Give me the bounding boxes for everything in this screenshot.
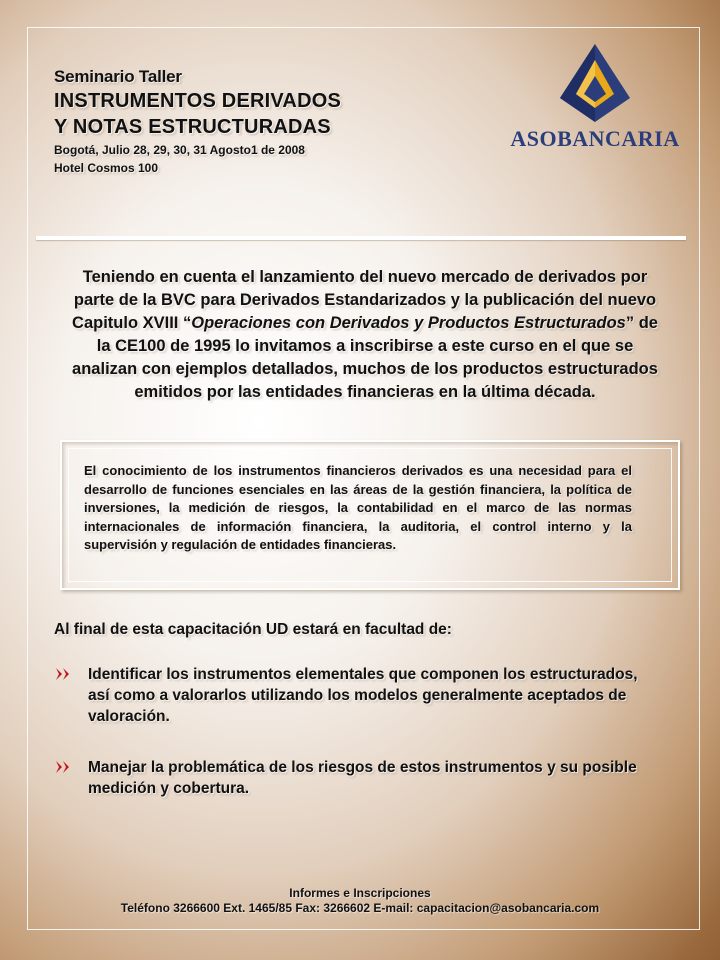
asobancaria-diamond-logo-icon [510,42,680,126]
objective-text: Identificar los instrumentos elementales que componen los estructurados, así como a valorarlos utilizando los modelos generalmente aceptados de valoración. [88,666,638,725]
header-divider [36,236,686,240]
intro-text-part2: ” de la CE100 de 1995 lo invitamos a inscribirse a este curso en el que se analizan con ejemplos detallados, muchos de los productos estructurados emitidos por las entidades financieras en la última década. [72,314,658,401]
seminar-dates: Bogotá, Julio 28, 29, 30, 31 Agosto1 de 2008 [54,143,305,157]
objectives-title: Al final de esta capacitación UD estará en facultad de: [54,621,452,638]
footer-contact [60,886,660,916]
asobancaria-logo [510,42,680,154]
objective-item [54,757,654,807]
description-box [60,440,680,590]
intro-paragraph [70,266,660,404]
header [54,66,454,176]
seminar-subtitle: Seminario Taller [54,67,182,86]
intro-text-italic: Operaciones con Derivados y Productos Estructurados [191,314,626,332]
footer-contact-details: Teléfono 3266600 Ext. 1465/85 Fax: 3266602 E-mail: capacitacion@asobancaria.com [120,901,600,915]
objective-text: Manejar la problemática de los riesgos de estos instrumentos y su posible medición y cobertura. [88,759,637,797]
description-text: El conocimiento de los instrumentos financieros derivados es una necesidad para el desarrollo de funciones esenciales en las áreas de la gestión financiera, la política de inversiones, la medición de riesgos, la contabilidad en el marco de las normas internacionales de información financiera, la auditoria, el control interno y la supervisión y regulación de entidades financieras. [84,463,632,553]
objective-item [54,664,654,734]
footer-heading: Informes e Inscripciones [289,886,431,900]
logo-wordmark: ASOBANCARIA [510,126,680,151]
seminar-title-line2: Y NOTAS ESTRUCTURADAS [54,116,331,138]
intro-text-part1: Teniendo en cuenta el lanzamiento del nuevo mercado de derivados por parte de la BVC para Derivados Estandarizados y la publicación del nuevo Capitulo XVIII “ [72,268,657,332]
red-chevron-bullet-icon [54,760,72,774]
red-chevron-bullet-icon [54,667,72,681]
seminar-title-line1: INSTRUMENTOS DERIVADOS [54,90,342,112]
seminar-venue: Hotel Cosmos 100 [54,161,159,175]
